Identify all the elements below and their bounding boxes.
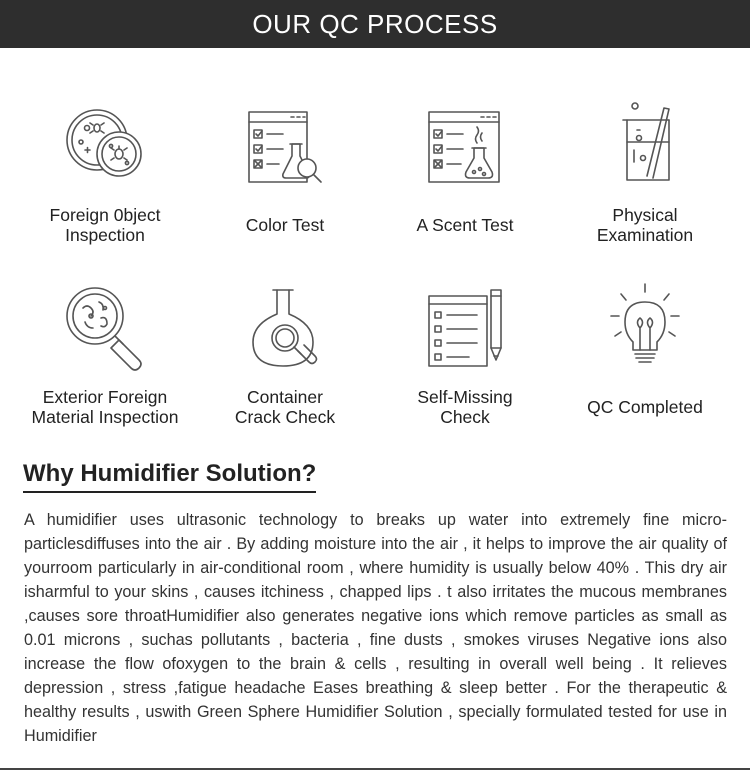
qc-step-label: A Scent Test xyxy=(416,215,514,235)
bottom-divider xyxy=(0,768,750,770)
qc-step xyxy=(15,274,195,456)
petri-dish-icon xyxy=(57,98,153,194)
qc-step-label: Exterior Foreign Material Inspection xyxy=(31,387,179,427)
magnifier-microbes-icon xyxy=(57,280,153,376)
qc-step xyxy=(555,274,735,456)
qc-step xyxy=(195,92,375,274)
page-header xyxy=(0,0,750,48)
qc-steps-grid xyxy=(15,92,735,456)
qc-step-label: Foreign 0bject Inspection xyxy=(49,205,161,245)
description-paragraph: A humidifier uses ultrasonic technology to breaks up water into extremely fine micro-particlesdiffuses into the air . By adding moisture into the air , it helps to improve the air quality of yourroom particularly in air-conditional room , where humidity is usually below 40% . This dry air isharmful to your skins , causes itchiness , chapped lips . t also irritates the mucous membranes ,causes sore throatHumidifier also generates negative ions which remove particles as small as 0.01 microns , suchas pollutants , bacteria , fine dusts , smokes viruses Negative ions also increase the flow ofoxygen to the brain & cells , resulting in overall well being . It relieves depression , stress ,fatigue headache Eases breathing & sleep better . For the therapeutic & healthy results , uswith Green Sphere Humidifier Solution , specially formulated tested for use in Humidifier xyxy=(24,511,727,745)
lightbulb-icon xyxy=(597,280,693,376)
qc-step xyxy=(375,274,555,456)
qc-step xyxy=(375,92,555,274)
qc-step-label: Color Test xyxy=(245,215,325,235)
qc-step-label: Physical Examination xyxy=(596,205,694,245)
checklist-pencil-icon xyxy=(417,280,513,376)
qc-step xyxy=(555,92,735,274)
beaker-stirrer-icon xyxy=(597,98,693,194)
checklist-flask-vapor-icon xyxy=(417,98,513,194)
section-heading: Why Humidifier Solution? xyxy=(23,460,316,493)
qc-step-label: Self-Missing Check xyxy=(417,387,513,427)
qc-step-label: Container Crack Check xyxy=(234,387,336,427)
checklist-flask-magnifier-icon xyxy=(237,98,333,194)
qc-step xyxy=(15,92,195,274)
header-title: OUR QC PROCESS xyxy=(252,8,498,39)
qc-step-label: QC Completed xyxy=(587,397,703,417)
qc-step xyxy=(195,274,375,456)
flask-magnifier-icon xyxy=(237,280,333,376)
